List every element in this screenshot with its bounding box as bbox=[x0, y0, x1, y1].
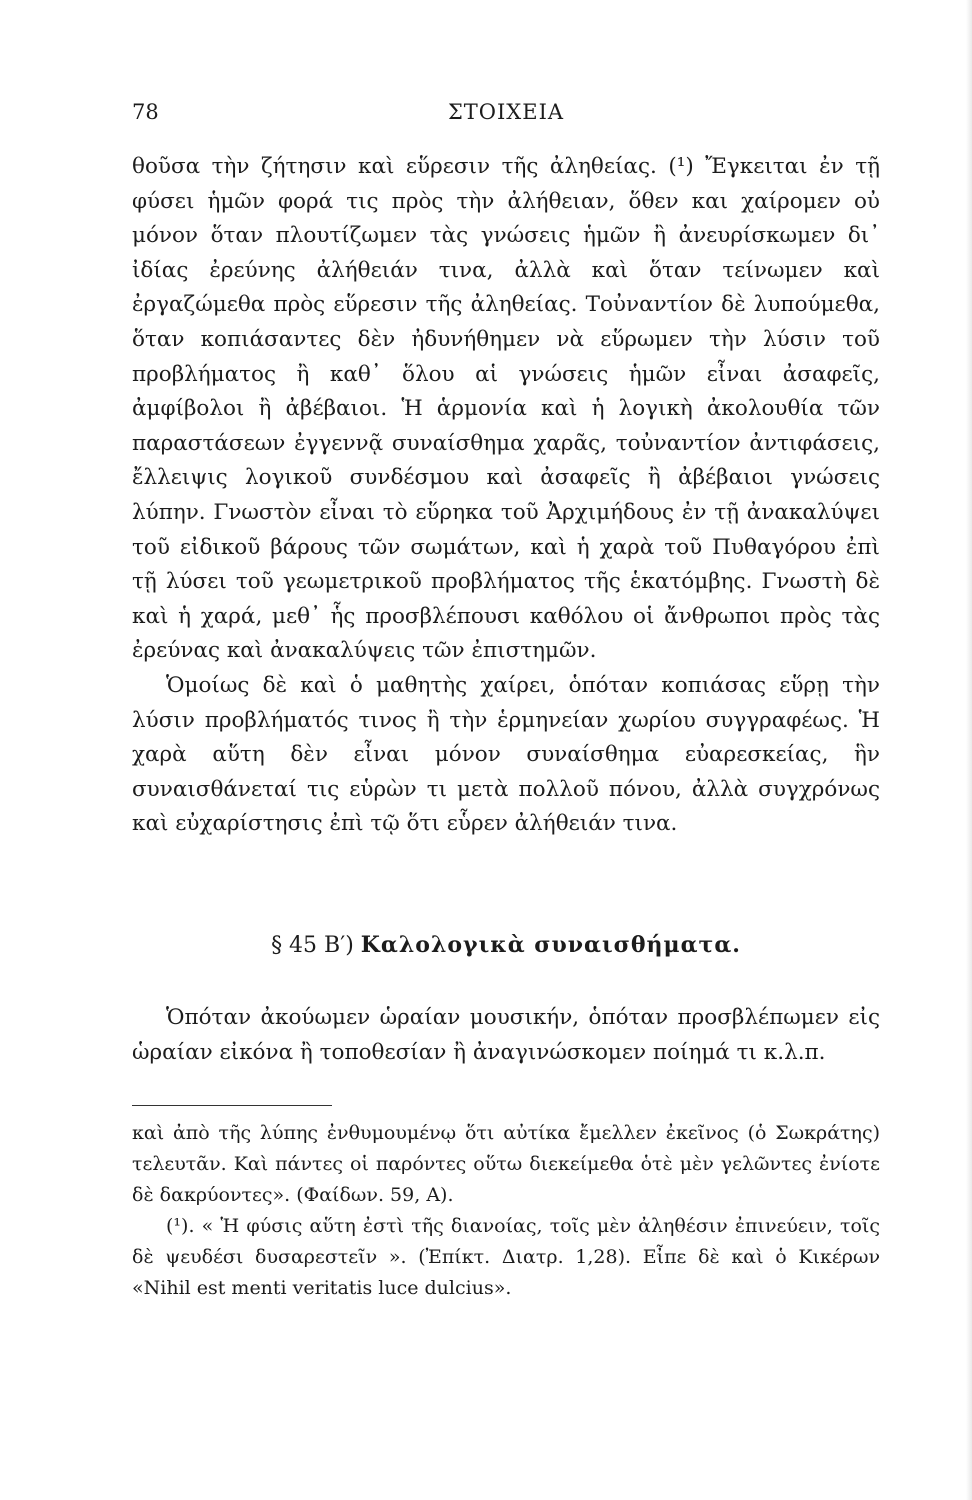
paragraph-2: Ὁμοίως δὲ καὶ ὁ μαθητὴς χαίρει, ὁπόταν κοπιάσας εὕρῃ τὴν λύσιν προβλήματός τινος ἢ τὴν ἑρμηνείαν χωρίου συγγραφέως. Ἡ χαρὰ αὕτη δὲν εἶναι μόνον συναίσθημα εὐαρεσκείας, ἣν συναισθάνεταί τις εὑρὼν τι μετὰ πολλοῦ πόνου, ἀλλὰ συγχρόνως καὶ εὐχαρίστησις ἐπὶ τῷ ὅτι εὗρεν ἀλήθειάν τινα. bbox=[132, 672, 880, 837]
footnote-1 bbox=[132, 1211, 880, 1304]
body-text bbox=[132, 150, 880, 842]
section-title: Καλολογικὰ συναισθήματα. bbox=[360, 932, 741, 958]
section-heading bbox=[132, 932, 880, 958]
page-number: 78 bbox=[132, 100, 159, 124]
footnotes bbox=[132, 1118, 880, 1304]
section-number: § 45 Β′) bbox=[271, 933, 354, 958]
paragraph-1: θοῦσα τὴν ζήτησιν καὶ εὕρεσιν τῆς ἀληθείας. (¹) Ἔγκειται ἐν τῇ φύσει ἡμῶν φορά τις πρὸς τὴν ἀλήθειαν, ὅθεν και χαίρομεν οὐ μόνον ὅταν πλουτίζωμεν τὰς γνώσεις ἡμῶν ἢ ἀνευρίσκωμεν δι᾽ ἰδίας ἐρεύνης ἀλήθειάν τινα, ἀλλὰ καὶ ὅταν τείνωμεν καὶ ἐργαζώμεθα πρὸς εὕρεσιν τῆς ἀληθείας. Τοὐναντίον δὲ λυπούμεθα, ὅταν κοπιάσαντες δὲν ἠδυνήθημεν νὰ εὕρωμεν τὴν λύσιν τοῦ προβλήματος ἢ καθ᾽ ὅλου αἱ γνώσεις ἡμῶν εἶναι ἀσαφεῖς, ἀμφίβολοι ἢ ἀβέβαιοι. Ἡ ἁρμονία καὶ ἡ λογικὴ ἀκολουθία τῶν παραστάσεων ἐγγεννᾷ συναίσθημα χαρᾶς, τοὐναντίον ἀντιφάσεις, ἔλλειψις λογικοῦ συνδέσμου καὶ ἀσαφεῖς ἢ ἀβέβαιοι γνώσεις λύπην. Γνωστὸν εἶναι τὸ εὕρηκα τοῦ Ἀρχιμήδους ἐν τῇ ἀνακαλύψει τοῦ εἰδικοῦ βάρους τῶν σωμάτων, καὶ ἡ χαρὰ τοῦ Πυθαγόρου ἐπὶ τῇ λύσει τοῦ γεωμετρικοῦ προβλήματος τῆς ἑκατόμβης. Γνωστὴ δὲ καὶ ἡ χαρά, μεθ᾽ ἧς προσβλέπουσι καθόλου οἱ ἄνθρωποι πρὸς τὰς ἐρεύνας καὶ ἀνακαλύψεις τῶν ἐπιστημῶν. bbox=[132, 154, 880, 664]
footnote-continuation: καὶ ἀπὸ τῆς λύπης ἐνθυμουμένῳ ὅτι αὐτίκα ἔμελλεν ἐκεῖνος (ὁ Σωκράτης) τελευτᾶν. Καὶ πάντες οἱ παρόντες οὕτω διεκείμεθα ὁτὲ μὲν γελῶντες ἐνίοτε δὲ δακρύοντες». (Φαίδων. 59, Α). bbox=[132, 1122, 880, 1206]
section-text bbox=[132, 1000, 880, 1070]
footnote-1-mark: (¹). bbox=[166, 1215, 195, 1237]
running-title: ΣΤΟΙΧΕΙΑ bbox=[447, 100, 565, 124]
running-head bbox=[132, 100, 880, 134]
section-paragraph: Ὁπόταν ἀκούωμεν ὡραίαν μουσικήν, ὁπόταν προσβλέπωμεν εἰς ὡραίαν εἰκόνα ἢ τοποθεσίαν ἢ ἀναγινώσκομεν ποίημά τι κ.λ.π. bbox=[132, 1005, 880, 1065]
footnote-1-text: « Ἡ φύσις αὕτη ἐστὶ τῆς διανοίας, τοῖς μὲν ἀληθέσιν ἐπινεύειν, τοῖς δὲ ψευδέσι δυσαρεστεῖν ». (Ἐπίκτ. Διατρ. 1,28). Εἶπε δὲ καὶ ὁ Κικέρων «Nihil est menti veritatis luce dulcius». bbox=[132, 1215, 880, 1299]
footnote-divider bbox=[132, 1105, 332, 1106]
scan-edge-shadow bbox=[966, 0, 972, 1500]
